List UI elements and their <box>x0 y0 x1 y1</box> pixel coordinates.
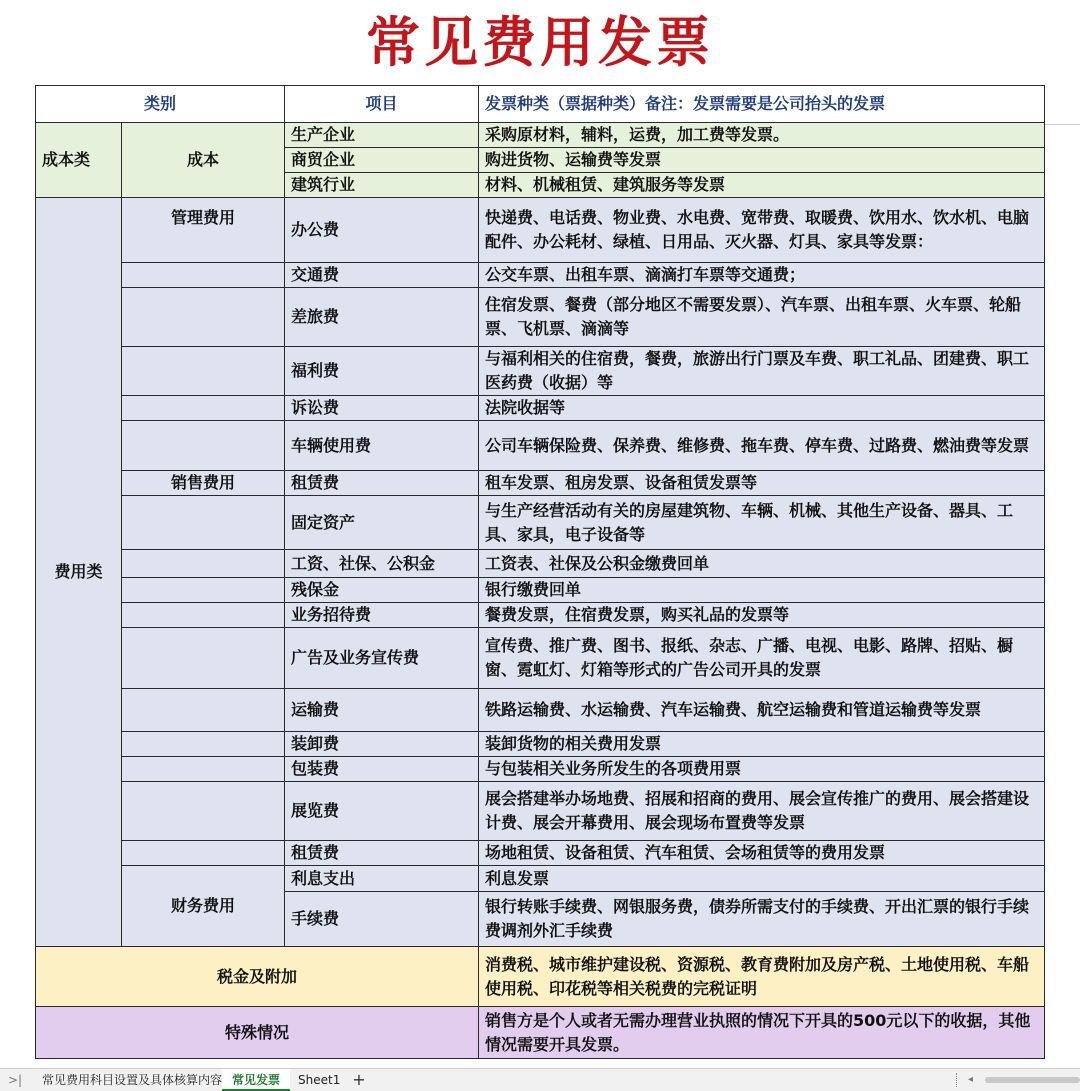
table-row <box>36 396 1045 421</box>
empty-cell[interactable] <box>122 263 285 288</box>
header-invoice-type[interactable]: 发票种类（票据种类）备注：发票需要是公司抬头的发票 <box>479 86 1045 123</box>
desc-cell[interactable]: 宣传费、推广费、图书、报纸、杂志、广播、电视、电影、路牌、招贴、橱窗、霓虹灯、灯箱等形式的广告公司开具的发票 <box>479 628 1045 689</box>
item-cell[interactable]: 残保金 <box>285 578 479 603</box>
table-row <box>36 578 1045 603</box>
table-row <box>36 603 1045 628</box>
item-cell[interactable]: 车辆使用费 <box>285 421 479 471</box>
item-cell[interactable]: 租赁费 <box>285 471 479 496</box>
add-sheet-button[interactable]: + <box>352 1070 366 1089</box>
item-cell[interactable]: 差旅费 <box>285 288 479 347</box>
empty-cell[interactable] <box>122 603 285 628</box>
desc-cell[interactable]: 银行缴费回单 <box>479 578 1045 603</box>
item-cell[interactable]: 固定资产 <box>285 496 479 550</box>
empty-cell[interactable] <box>122 732 285 757</box>
desc-cell[interactable]: 采购原材料，辅料，运费，加工费等发票。 <box>479 123 1045 148</box>
header-item[interactable]: 项目 <box>285 86 479 123</box>
table-row <box>36 689 1045 732</box>
desc-cell[interactable]: 公交车票、出租车票、滴滴打车票等交通费； <box>479 263 1045 288</box>
sheet-tab-subjects[interactable]: 常见费用科目设置及具体核算内容 <box>42 1073 223 1087</box>
desc-cell[interactable]: 销售方是个人或者无需办理营业执照的情况下开具的500元以下的收据，其他情况需要开具发票。 <box>479 1007 1045 1059</box>
desc-cell[interactable]: 装卸货物的相关费用发票 <box>479 732 1045 757</box>
table-row <box>36 263 1045 288</box>
table-row <box>36 421 1045 471</box>
scroll-left-icon[interactable]: ◂ <box>968 1074 974 1085</box>
table-row <box>36 550 1045 578</box>
empty-cell[interactable] <box>122 628 285 689</box>
table-row <box>36 628 1045 689</box>
empty-cell[interactable] <box>122 347 285 396</box>
gridline <box>1044 124 1080 125</box>
empty-cell[interactable] <box>122 288 285 347</box>
desc-cell[interactable]: 租车发票、租房发票、设备租赁发票等 <box>479 471 1045 496</box>
table-row <box>36 757 1045 782</box>
group-expense[interactable]: 费用类 <box>36 198 122 947</box>
header-category[interactable]: 类别 <box>36 86 285 123</box>
table-row <box>36 198 1045 263</box>
item-cell[interactable]: 展览费 <box>285 782 479 841</box>
group-special[interactable]: 特殊情况 <box>36 1007 479 1059</box>
table-row <box>36 496 1045 550</box>
desc-cell[interactable]: 消费税、城市维护建设税、资源税、教育费附加及房产税、土地使用税、车船使用税、印花税等相关税费的完税证明 <box>479 947 1045 1007</box>
table-header-row <box>36 86 1045 123</box>
item-cell[interactable]: 手续费 <box>285 892 479 947</box>
item-cell[interactable]: 租赁费 <box>285 841 479 866</box>
item-cell[interactable]: 生产企业 <box>285 123 479 148</box>
desc-cell[interactable]: 与福利相关的住宿费，餐费，旅游出行门票及车费、职工礼品、团建费、职工医药费（收据）等 <box>479 347 1045 396</box>
desc-cell[interactable]: 利息发票 <box>479 866 1045 892</box>
table-row <box>36 841 1045 866</box>
item-cell[interactable]: 工资、社保、公积金 <box>285 550 479 578</box>
desc-cell[interactable]: 餐费发票，住宿费发票，购买礼品的发票等 <box>479 603 1045 628</box>
page-title: 常见费用发票 <box>366 11 714 74</box>
subgroup-cost[interactable]: 成本 <box>122 123 285 198</box>
item-cell[interactable]: 运输费 <box>285 689 479 732</box>
empty-cell[interactable] <box>122 421 285 471</box>
desc-cell[interactable]: 材料、机械租赁、建筑服务等发票 <box>479 173 1045 198</box>
table-row <box>36 288 1045 347</box>
table-row <box>36 732 1045 757</box>
item-cell[interactable]: 包装费 <box>285 757 479 782</box>
desc-cell[interactable]: 银行转账手续费、网银服务费，债券所需支付的手续费、开出汇票的银行手续费调剂外汇手续费 <box>479 892 1045 947</box>
empty-cell[interactable] <box>122 578 285 603</box>
desc-cell[interactable]: 公司车辆保险费、保养费、维修费、拖车费、停车费、过路费、燃油费等发票 <box>479 421 1045 471</box>
item-cell[interactable]: 装卸费 <box>285 732 479 757</box>
subgroup-mgmt[interactable]: 管理费用 <box>122 198 285 263</box>
subgroup-sales[interactable]: 销售费用 <box>122 471 285 496</box>
empty-cell[interactable] <box>122 496 285 550</box>
desc-cell[interactable]: 购进货物、运输费等发票 <box>479 148 1045 173</box>
item-cell[interactable]: 建筑行业 <box>285 173 479 198</box>
item-cell[interactable]: 交通费 <box>285 263 479 288</box>
empty-cell[interactable] <box>122 841 285 866</box>
empty-cell[interactable] <box>122 757 285 782</box>
table-row <box>36 123 1045 148</box>
tab-divider[interactable] <box>956 1073 960 1087</box>
invoice-table <box>35 85 1045 1059</box>
last-sheet-nav-button[interactable]: >| <box>8 1073 23 1087</box>
sheet-tab-sheet1[interactable]: Sheet1 <box>298 1073 341 1087</box>
table-row <box>36 866 1045 892</box>
subgroup-finance[interactable]: 财务费用 <box>122 866 285 947</box>
item-cell[interactable]: 福利费 <box>285 347 479 396</box>
desc-cell[interactable]: 快递费、电话费、物业费、水电费、宽带费、取暖费、饮用水、饮水机、电脑配件、办公耗材、绿植、日用品、灭火器、灯具、家具等发票： <box>479 198 1045 263</box>
desc-cell[interactable]: 铁路运输费、水运输费、汽车运输费、航空运输费和管道运输费等发票 <box>479 689 1045 732</box>
desc-cell[interactable]: 与包装相关业务所发生的各项费用票 <box>479 757 1045 782</box>
table-row <box>36 782 1045 841</box>
table-row <box>36 347 1045 396</box>
item-cell[interactable]: 广告及业务宣传费 <box>285 628 479 689</box>
item-cell[interactable]: 诉讼费 <box>285 396 479 421</box>
desc-cell[interactable]: 场地租赁、设备租赁、汽车租赁、会场租赁等的费用发票 <box>479 841 1045 866</box>
item-cell[interactable]: 办公费 <box>285 198 479 263</box>
desc-cell[interactable]: 住宿发票、餐费（部分地区不需要发票）、汽车票、出租车票、火车票、轮船票、飞机票、滴滴等 <box>479 288 1045 347</box>
horizontal-scrollbar[interactable] <box>985 1077 1080 1083</box>
table-row <box>36 471 1045 496</box>
empty-cell[interactable] <box>122 396 285 421</box>
item-cell[interactable]: 业务招待费 <box>285 603 479 628</box>
desc-cell[interactable]: 与生产经营活动有关的房屋建筑物、车辆、机械、其他生产设备、器具、工具、家具，电子设备等 <box>479 496 1045 550</box>
item-cell[interactable]: 商贸企业 <box>285 148 479 173</box>
desc-cell[interactable]: 法院收据等 <box>479 396 1045 421</box>
item-cell[interactable]: 利息支出 <box>285 866 479 892</box>
sheet-tab-bar <box>0 1068 1080 1091</box>
group-tax[interactable]: 税金及附加 <box>36 947 479 1007</box>
desc-cell[interactable]: 工资表、社保及公积金缴费回单 <box>479 550 1045 578</box>
empty-cell[interactable] <box>122 550 285 578</box>
group-cost[interactable]: 成本类 <box>36 123 122 198</box>
empty-cell[interactable] <box>122 689 285 732</box>
sheet-tab-invoices[interactable]: 常见发票 <box>222 1069 290 1091</box>
desc-cell[interactable]: 展会搭建举办场地费、招展和招商的费用、展会宣传推广的费用、展会搭建设计费、展会开幕费用、展会现场布置费等发票 <box>479 782 1045 841</box>
table-row <box>36 947 1045 1007</box>
table-row <box>36 1007 1045 1059</box>
empty-cell[interactable] <box>122 782 285 841</box>
